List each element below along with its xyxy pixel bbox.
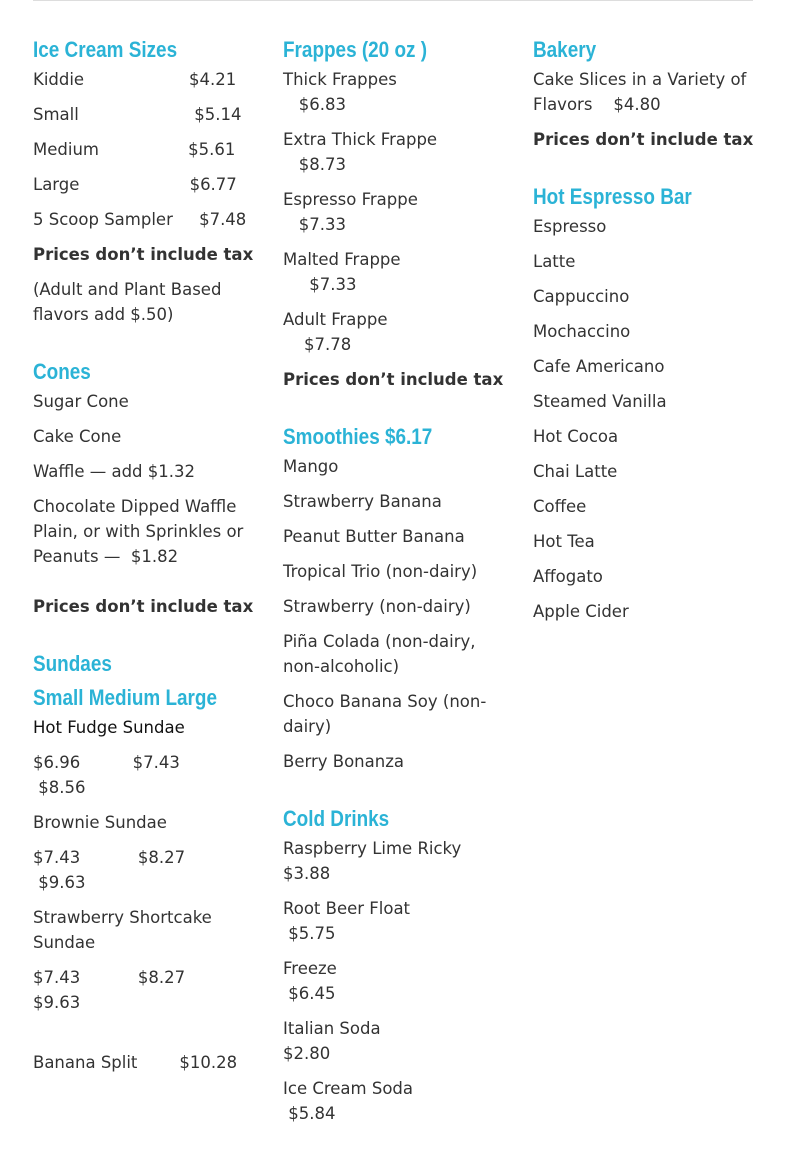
tax-note: Prices don’t include tax	[283, 370, 504, 389]
sundae-item: Strawberry Shortcake Sundae	[33, 908, 218, 952]
cone-item: Cake Cone	[33, 427, 122, 446]
ice-cream-sizes-heading: Ice Cream Sizes	[33, 37, 178, 62]
ice-cream-size-item: Kiddie $4.21	[33, 70, 237, 89]
tax-note: Prices don’t include tax	[33, 245, 254, 264]
espresso-item: Chai Latte	[533, 462, 618, 481]
cone-item: Waffle — add $1.32	[33, 462, 196, 481]
espresso-item: Mochaccino	[533, 322, 631, 341]
tax-note: Prices don’t include tax	[33, 597, 254, 616]
sundae-item: Brownie Sundae	[33, 813, 167, 832]
smoothie-item: Choco Banana Soy (non-dairy)	[283, 692, 487, 736]
top-divider	[33, 0, 753, 1]
frappes-heading: Frappes (20 oz )	[283, 37, 428, 62]
smoothies-heading: Smoothies $6.17	[283, 424, 433, 449]
smoothie-item: Berry Bonanza	[283, 752, 404, 771]
smoothie-item: Mango	[283, 457, 339, 476]
frappe-item: Espresso Frappe $7.33	[283, 190, 418, 234]
ice-cream-size-item: Medium $5.61	[33, 140, 236, 159]
smoothie-item: Piña Colada (non-dairy, non-alcoholic)	[283, 632, 481, 676]
sundae-sizes-heading: Small Medium Large	[33, 685, 217, 710]
smoothie-item: Strawberry (non-dairy)	[283, 597, 471, 616]
espresso-item: Apple Cider	[533, 602, 629, 621]
menu-column-2	[283, 33, 513, 1136]
ice-cream-size-item: 5 Scoop Sampler $7.48	[33, 210, 247, 229]
frappe-item: Malted Frappe $7.33	[283, 250, 401, 294]
ice-cream-size-item: Large $6.77	[33, 175, 237, 194]
cold-drink-item: Freeze $6.45	[283, 959, 337, 1003]
sundae-prices: $7.43 $8.27 $9.63	[33, 848, 186, 892]
menu-column-3	[533, 33, 758, 634]
cone-item: Sugar Cone	[33, 392, 129, 411]
sundaes-heading: Sundaes	[33, 651, 112, 676]
espresso-item: Affogato	[533, 567, 603, 586]
adult-flavors-note: (Adult and Plant Based flavors add $.50)	[33, 280, 227, 324]
espresso-item: Coffee	[533, 497, 587, 516]
espresso-item: Cafe Americano	[533, 357, 665, 376]
espresso-item: Espresso	[533, 217, 607, 236]
sundae-prices: $6.96 $7.43 $8.56	[33, 753, 180, 797]
sundae-prices: $7.43 $8.27 $9.63	[33, 968, 186, 1012]
cold-drink-item: Raspberry Lime Ricky $3.88	[283, 839, 462, 883]
ice-cream-size-item: Small $5.14	[33, 105, 242, 124]
cones-heading: Cones	[33, 359, 91, 384]
cold-drink-item: Italian Soda $2.80	[283, 1019, 381, 1063]
frappe-item: Thick Frappes $6.83	[283, 70, 397, 114]
espresso-item: Cappuccino	[533, 287, 630, 306]
espresso-item: Hot Tea	[533, 532, 595, 551]
frappe-item: Extra Thick Frappe $8.73	[283, 130, 438, 174]
espresso-item: Steamed Vanilla	[533, 392, 667, 411]
espresso-item: Hot Cocoa	[533, 427, 619, 446]
cold-drink-item: Ice Cream Soda $5.84	[283, 1079, 414, 1123]
smoothie-item: Tropical Trio (non-dairy)	[283, 562, 478, 581]
sundae-item: Hot Fudge Sundae	[33, 718, 185, 737]
cone-item: Chocolate Dipped Waffle Plain, or with Sprinkles or Peanuts — $1.82	[33, 497, 249, 566]
cold-drinks-heading: Cold Drinks	[283, 806, 390, 831]
espresso-item: Latte	[533, 252, 576, 271]
bakery-item: Cake Slices in a Variety of Flavors $4.80	[533, 70, 752, 114]
smoothie-item: Peanut Butter Banana	[283, 527, 465, 546]
menu-column-1	[33, 33, 263, 1085]
tax-note: Prices don’t include tax	[533, 130, 754, 149]
cold-drink-item: Root Beer Float $5.75	[283, 899, 411, 943]
banana-split-item: Banana Split $10.28	[33, 1053, 238, 1072]
bakery-heading: Bakery	[533, 37, 597, 62]
frappe-item: Adult Frappe $7.78	[283, 310, 388, 354]
smoothie-item: Strawberry Banana	[283, 492, 442, 511]
hot-espresso-bar-heading: Hot Espresso Bar	[533, 184, 692, 209]
